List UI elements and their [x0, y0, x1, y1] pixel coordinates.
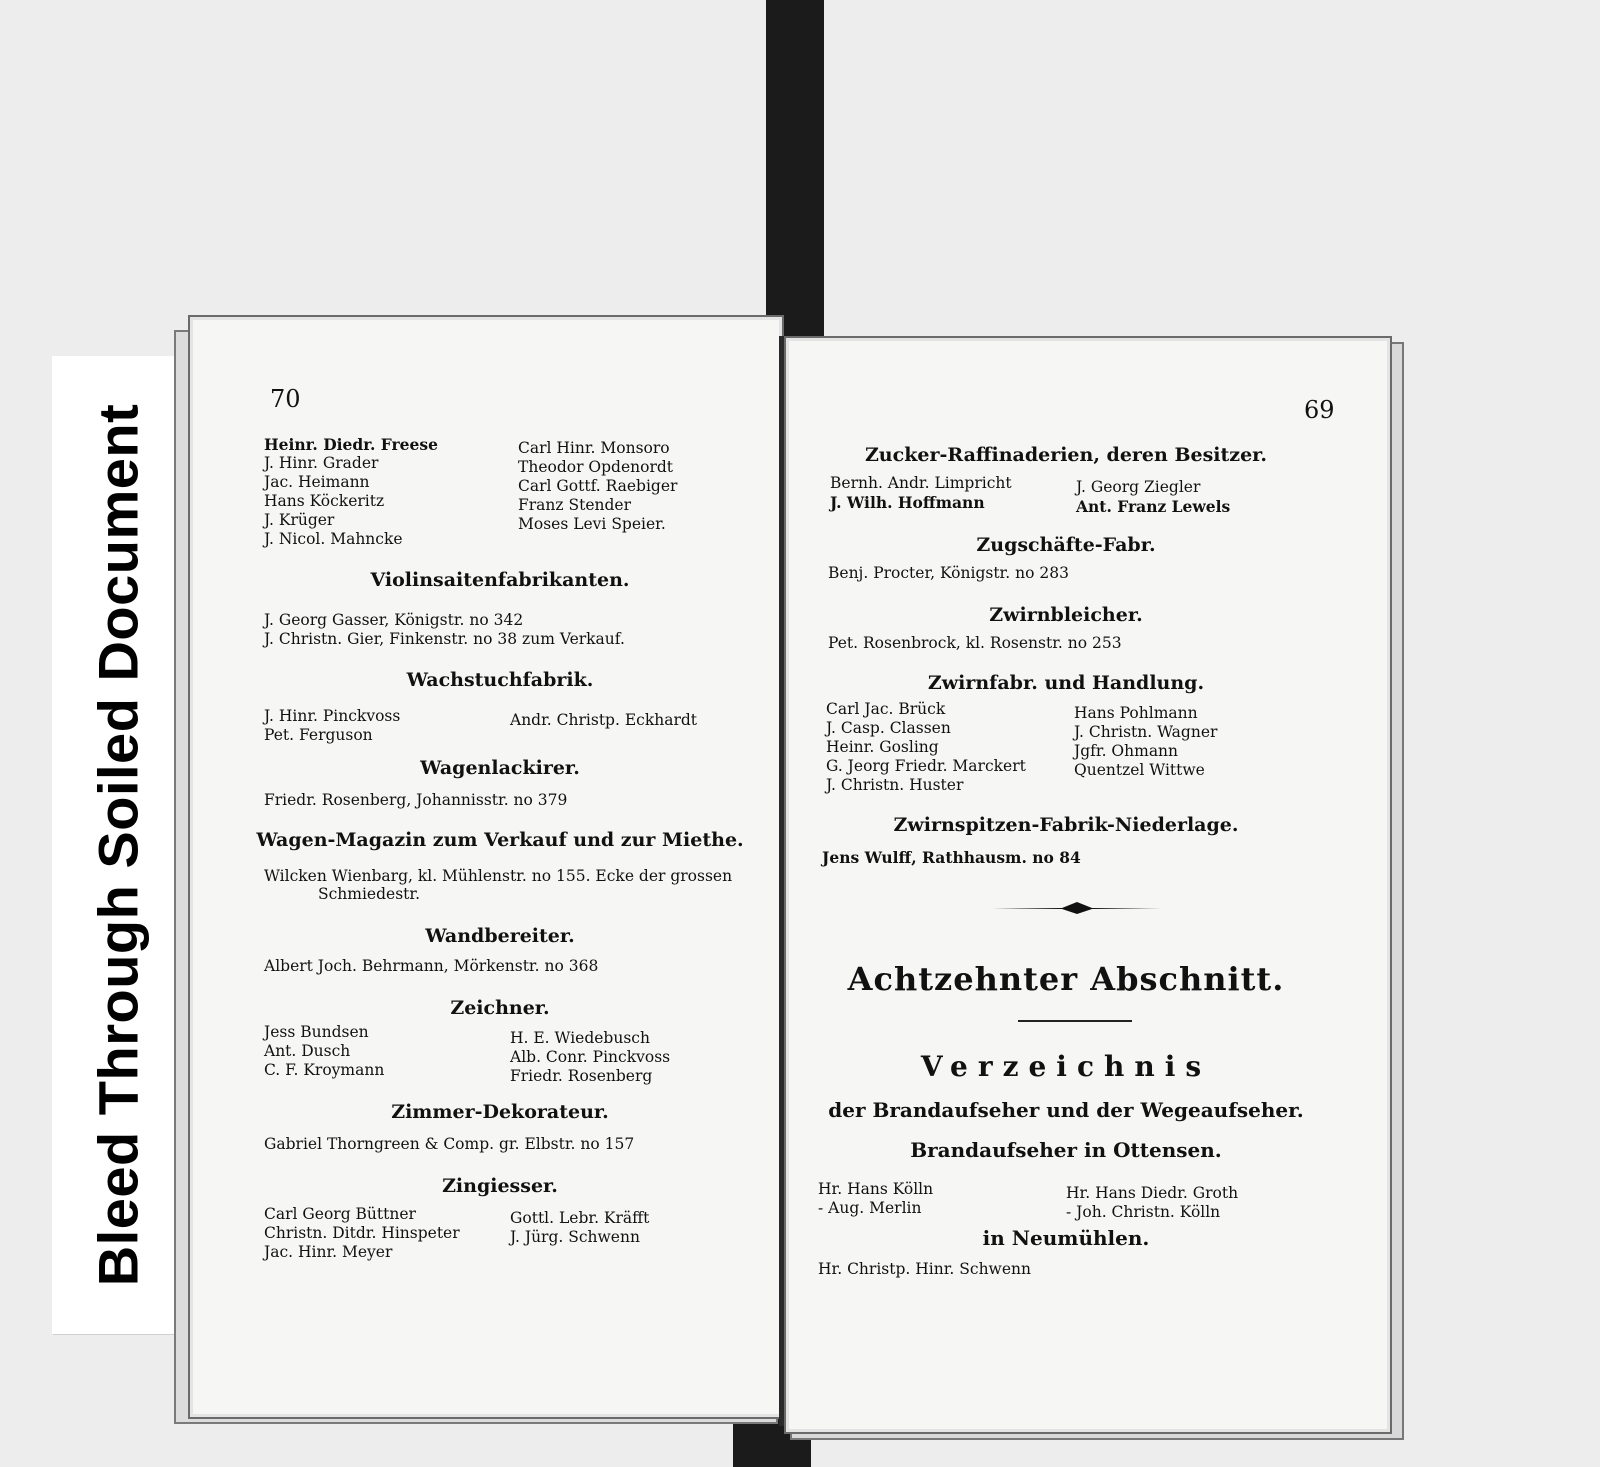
list-item: Pet. Ferguson	[264, 726, 373, 744]
list-item: Friedr. Rosenberg	[510, 1067, 653, 1085]
section-heading: Wandbereiter.	[425, 925, 575, 947]
ornament-icon	[992, 901, 1162, 915]
list-item: Heinr. Gosling	[826, 738, 939, 756]
section-heading: Zingiesser.	[442, 1175, 558, 1197]
top-list-left	[264, 435, 438, 549]
list-item: H. E. Wiedebusch	[510, 1029, 650, 1047]
section-heading: Wagen-Magazin zum Verkauf und zur Miethe.	[256, 829, 744, 851]
entry-line: Jens Wulff, Rathhausm. no 84	[822, 848, 1081, 867]
list-item: - Joh. Christn. Kölln	[1066, 1203, 1221, 1221]
list-item: Carl Jac. Brück	[826, 700, 946, 718]
list-item: Carl Gottf. Raebiger	[518, 477, 678, 495]
right-page-number: 69	[1304, 396, 1335, 424]
left-page	[188, 315, 784, 1419]
section-heading: Zwirnspitzen-Fabrik-Niederlage.	[893, 814, 1239, 836]
list-item: Hans Köckeritz	[264, 492, 385, 510]
entry-line: J. Georg Gasser, Königstr. no 342	[264, 611, 524, 629]
list-item: Jgfr. Ohmann	[1074, 742, 1179, 760]
list-item: J. Christn. Wagner	[1074, 723, 1218, 741]
ornament-divider	[992, 900, 1162, 919]
list-item: Hans Pohlmann	[1074, 704, 1198, 722]
section-heading: Zeichner.	[450, 997, 550, 1019]
entry-line: Schmiedestr.	[318, 885, 421, 903]
register-title: Verzeichnis	[920, 1050, 1212, 1083]
list-item: Moses Levi Speier.	[518, 515, 666, 533]
list-item: J. Casp. Classen	[826, 719, 951, 737]
list-item: J. Jürg. Schwenn	[510, 1228, 640, 1246]
list-item: Christn. Ditdr. Hinspeter	[264, 1224, 460, 1242]
list-item: Alb. Conr. Pinckvoss	[510, 1048, 671, 1066]
list-item: Carl Georg Büttner	[264, 1205, 416, 1223]
section-heading: Violinsaitenfabrikanten.	[370, 569, 630, 591]
list-item: Jess Bundsen	[264, 1023, 369, 1041]
list-item: J. Wilh. Hoffmann	[830, 493, 985, 512]
entry-line: Wilcken Wienbarg, kl. Mühlenstr. no 155. Ecke der grossen	[264, 867, 733, 885]
list-item: Bernh. Andr. Limpricht	[830, 474, 1012, 492]
list-item: J. Krüger	[264, 511, 335, 529]
list-item: Carl Hinr. Monsoro	[518, 439, 670, 457]
section-heading: Zugschäfte-Fabr.	[976, 534, 1156, 556]
entry-line: Hr. Christp. Hinr. Schwenn	[818, 1260, 1031, 1278]
list-item: G. Jeorg Friedr. Marckert	[826, 757, 1026, 775]
list-item: Gottl. Lebr. Kräfft	[510, 1209, 650, 1227]
document-label: Bleed Through Soiled Document	[86, 403, 150, 1287]
top-list-right	[518, 439, 677, 534]
section-heading: Brandaufseher in Ottensen.	[910, 1138, 1222, 1162]
section-title: Achtzehnter Abschnitt.	[847, 960, 1285, 998]
list-item: Quentzel Wittwe	[1074, 761, 1205, 779]
entry-line: Albert Joch. Behrmann, Mörkenstr. no 368	[264, 957, 599, 975]
left-page-number: 70	[270, 385, 301, 413]
list-item: Jac. Hinr. Meyer	[264, 1243, 393, 1261]
entry-line: Benj. Procter, Königstr. no 283	[828, 564, 1069, 582]
list-item: Franz Stender	[518, 496, 631, 514]
title-rule	[1018, 1020, 1132, 1022]
list-item: Heinr. Diedr. Freese	[264, 435, 438, 454]
entry-line: J. Christn. Gier, Finkenstr. no 38 zum Verkauf.	[264, 630, 625, 648]
list-item: J. Nicol. Mahncke	[264, 530, 403, 548]
list-item: Jac. Heimann	[264, 473, 370, 491]
list-item: Hr. Hans Diedr. Groth	[1066, 1184, 1239, 1202]
entry-line: Gabriel Thorngreen & Comp. gr. Elbstr. no 157	[264, 1135, 635, 1153]
section-heading: Wachstuchfabrik.	[406, 669, 594, 691]
entry-line: Friedr. Rosenberg, Johannisstr. no 379	[264, 791, 568, 809]
section-heading: Zwirnfabr. und Handlung.	[927, 672, 1205, 694]
list-item: Theodor Opdenordt	[518, 458, 674, 476]
list-item: J. Hinr. Grader	[264, 454, 379, 472]
binding-strip-top	[766, 0, 824, 340]
label-card	[52, 356, 184, 1334]
section-heading: Zwirnbleicher.	[989, 604, 1143, 626]
list-item: Ant. Franz Lewels	[1076, 497, 1231, 516]
list-item: C. F. Kroymann	[264, 1061, 385, 1079]
list-item: Hr. Hans Kölln	[818, 1180, 934, 1198]
list-item: J. Georg Ziegler	[1076, 478, 1201, 496]
right-page	[784, 336, 1392, 1434]
section-heading: in Neumühlen.	[982, 1226, 1150, 1250]
list-item: J. Christn. Huster	[826, 776, 964, 794]
section-heading: Zimmer-Dekorateur.	[391, 1101, 609, 1123]
register-subtitle: der Brandaufseher und der Wegeaufseher.	[828, 1098, 1304, 1122]
entry-line: Pet. Rosenbrock, kl. Rosenstr. no 253	[828, 634, 1122, 652]
list-item: J. Hinr. Pinckvoss	[264, 707, 401, 725]
section-heading: Zucker-Raffinaderien, deren Besitzer.	[864, 444, 1268, 466]
list-item: - Aug. Merlin	[818, 1199, 922, 1217]
list-item: Andr. Christp. Eckhardt	[510, 711, 697, 729]
section-heading: Wagenlackirer.	[420, 757, 580, 779]
list-item: Ant. Dusch	[264, 1042, 351, 1060]
